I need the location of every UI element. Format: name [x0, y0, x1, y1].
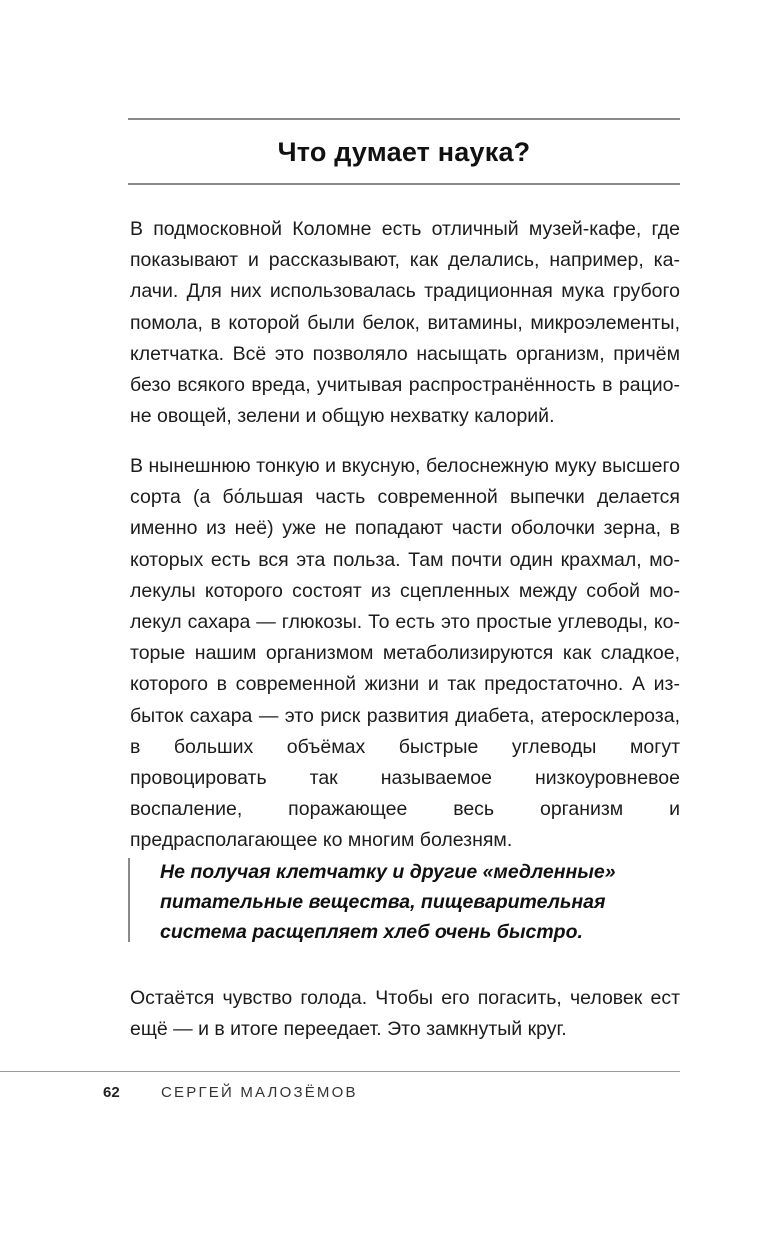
footer-rule [0, 1071, 680, 1072]
section-heading: Что думает наука? [277, 137, 531, 167]
body-paragraph-3: Остаётся чувство голода. Чтобы его погасить, человек ест ещё — и в итоге переедает. Это замкнутый круг. [130, 987, 680, 1041]
heading-bottom-rule [128, 183, 680, 185]
running-footer-author: СЕРГЕЙ МАЛОЗЁМОВ [161, 1084, 358, 1101]
body-paragraph-1: В подмосковной Коломне есть отличный музей-кафе, где показывают и рассказывают, как делались, например, калачи. Для них использовалась традиционная мука грубого помола, в которой были белок, витамины, микроэлементы, клетчатка. Всё это позволяло насыщать организм, причём безо всякого вреда, учитывая распространённость в рационе овощей, зелени и общую нехватку калорий. [130, 218, 680, 428]
heading-top-rule [128, 118, 680, 120]
pull-quote-bar [128, 858, 130, 942]
pull-quote: Не получая клетчатку и другие «медленные» питательные вещества, пищеварительная система расщепляет хлеб очень быстро. [160, 861, 616, 943]
body-paragraph-2: В нынешнюю тонкую и вкусную, белоснежную муку высшего сорта (а бо́льшая часть современной выпечки делается именно из неё) уже не попадают части оболочки зерна, в которых есть вся эта польза. Там почти один крахмал, молекулы которого состоят из сцепленных между собой молекул сахара — глюкозы. То есть это простые углеводы, которые нашим организмом метаболизируются как сладкое, которого в современной жизни и так предостаточно. А избыток сахара — это риск развития диабета, атеросклероза, в больших объёмах быстрые углеводы могут провоцировать так называемое низкоуровневое воспаление, поражающее весь организм и предрасполагающее ко многим болезням. [130, 455, 680, 852]
page-number: 62 [103, 1084, 120, 1101]
